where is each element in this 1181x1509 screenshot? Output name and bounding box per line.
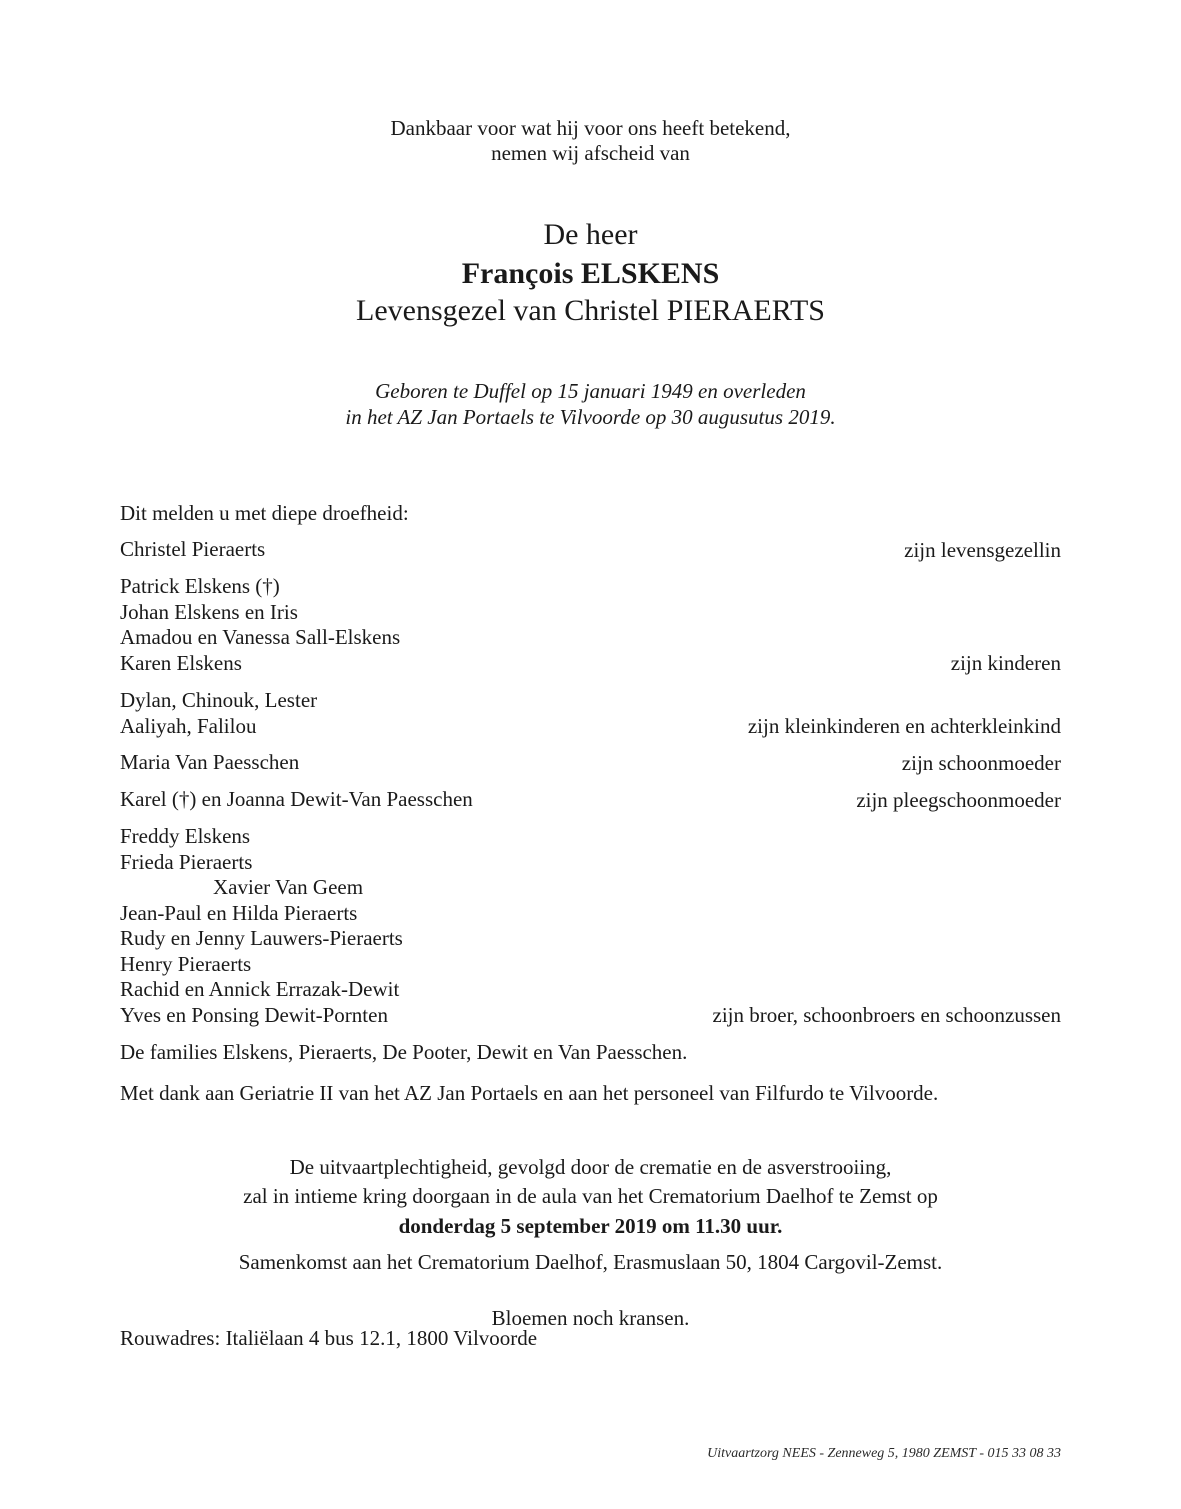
family-name: Xavier Van Geem [213, 875, 364, 899]
family-relation: zijn pleegschoonmoeder [856, 787, 1061, 812]
family-name: Maria Van Paesschen [120, 750, 300, 774]
family-names [120, 574, 400, 676]
thanks-line: Met dank aan Geriatrie II van het AZ Jan Portaels en aan het personeel van Filfurdo te Vilvoorde. [120, 1081, 939, 1105]
birth-death-line-2: in het AZ Jan Portaels te Vilvoorde op 30 augusutus 2019. [345, 405, 836, 429]
family-names [120, 537, 265, 563]
funeral-home-footer: Uitvaartzorg NEES - Zenneweg 5, 1980 ZEMST - 015 33 08 33 [707, 1446, 1061, 1461]
birth-death-line-1: Geboren te Duffel op 15 januari 1949 en overleden [375, 379, 806, 403]
family-row-siblings [120, 824, 1061, 1028]
salutation: De heer [543, 218, 638, 251]
intro-text [0, 116, 1181, 166]
families-line: De families Elskens, Pieraerts, De Pooter, Dewit en Van Paesschen. [120, 1040, 688, 1064]
family-relation: zijn kleinkinderen en achterkleinkind [747, 713, 1061, 738]
family-name: Christel Pieraerts [120, 537, 266, 561]
family-relation: zijn levensgezellin [904, 537, 1061, 562]
family-name: Karen Elskens [120, 650, 242, 675]
deceased-name: François ELSKENS [461, 257, 720, 290]
family-name: Henry Pieraerts [120, 951, 252, 976]
mourning-address: Rouwadres: Italiëlaan 4 bus 12.1, 1800 Vilvoorde [120, 1326, 538, 1350]
intro-line-2: nemen wij afscheid van [491, 141, 690, 165]
family-names [120, 787, 473, 813]
family-name: Freddy Elskens [120, 824, 251, 848]
family-names [120, 750, 299, 776]
family-name: Aaliyah, Falilou [120, 713, 257, 738]
ceremony-line-2: zal in intieme kring doorgaan in de aula van het Crematorium Daelhof te Zemst op [243, 1184, 938, 1208]
family-name: Jean-Paul en Hilda Pieraerts [120, 900, 358, 925]
family-relation: zijn broer, schoonbroers en schoonzussen [712, 1002, 1061, 1027]
family-names [120, 824, 403, 1028]
flowers-text: Bloemen noch kransen. [491, 1306, 690, 1330]
family-names [120, 688, 317, 739]
birth-death-text [0, 378, 1181, 430]
family-row-partner [120, 537, 1061, 563]
family-row-children [120, 574, 1061, 676]
family-name: Dylan, Chinouk, Lester [120, 688, 318, 712]
family-name: Johan Elskens en Iris [120, 599, 298, 624]
ceremony-date: donderdag 5 september 2019 om 11.30 uur. [398, 1214, 783, 1238]
family-name: Rudy en Jenny Lauwers-Pieraerts [120, 926, 403, 950]
partner-line: Levensgezel van Christel PIERAERTS [356, 294, 825, 327]
family-row-foster-mother-in-law [120, 787, 1061, 813]
family-row-mother-in-law [120, 750, 1061, 776]
ceremony-text [0, 1153, 1181, 1211]
ceremony-line-1: De uitvaartplechtigheid, gevolgd door de crematie en de asverstrooiing, [289, 1155, 892, 1179]
family-name: Frieda Pieraerts [120, 849, 253, 874]
family-relation: zijn schoonmoeder [901, 750, 1061, 775]
family-name: Patrick Elskens (†) [120, 574, 280, 598]
gathering-text: Samenkomst aan het Crematorium Daelhof, Erasmuslaan 50, 1804 Cargovil-Zemst. [238, 1250, 943, 1274]
family-name: Yves en Ponsing Dewit-Pornten [120, 1002, 388, 1027]
family-name: Amadou en Vanessa Sall-Elskens [120, 625, 401, 649]
family-row-grandchildren [120, 688, 1061, 739]
family-name: Rachid en Annick Errazak-Dewit [120, 977, 400, 1001]
family-relation: zijn kinderen [950, 650, 1061, 675]
intro-line-1: Dankbaar voor wat hij voor ons heeft betekend, [390, 116, 791, 140]
announcement: Dit melden u met diepe droefheid: [120, 501, 409, 525]
family-name: Karel (†) en Joanna Dewit-Van Paesschen [120, 787, 473, 811]
